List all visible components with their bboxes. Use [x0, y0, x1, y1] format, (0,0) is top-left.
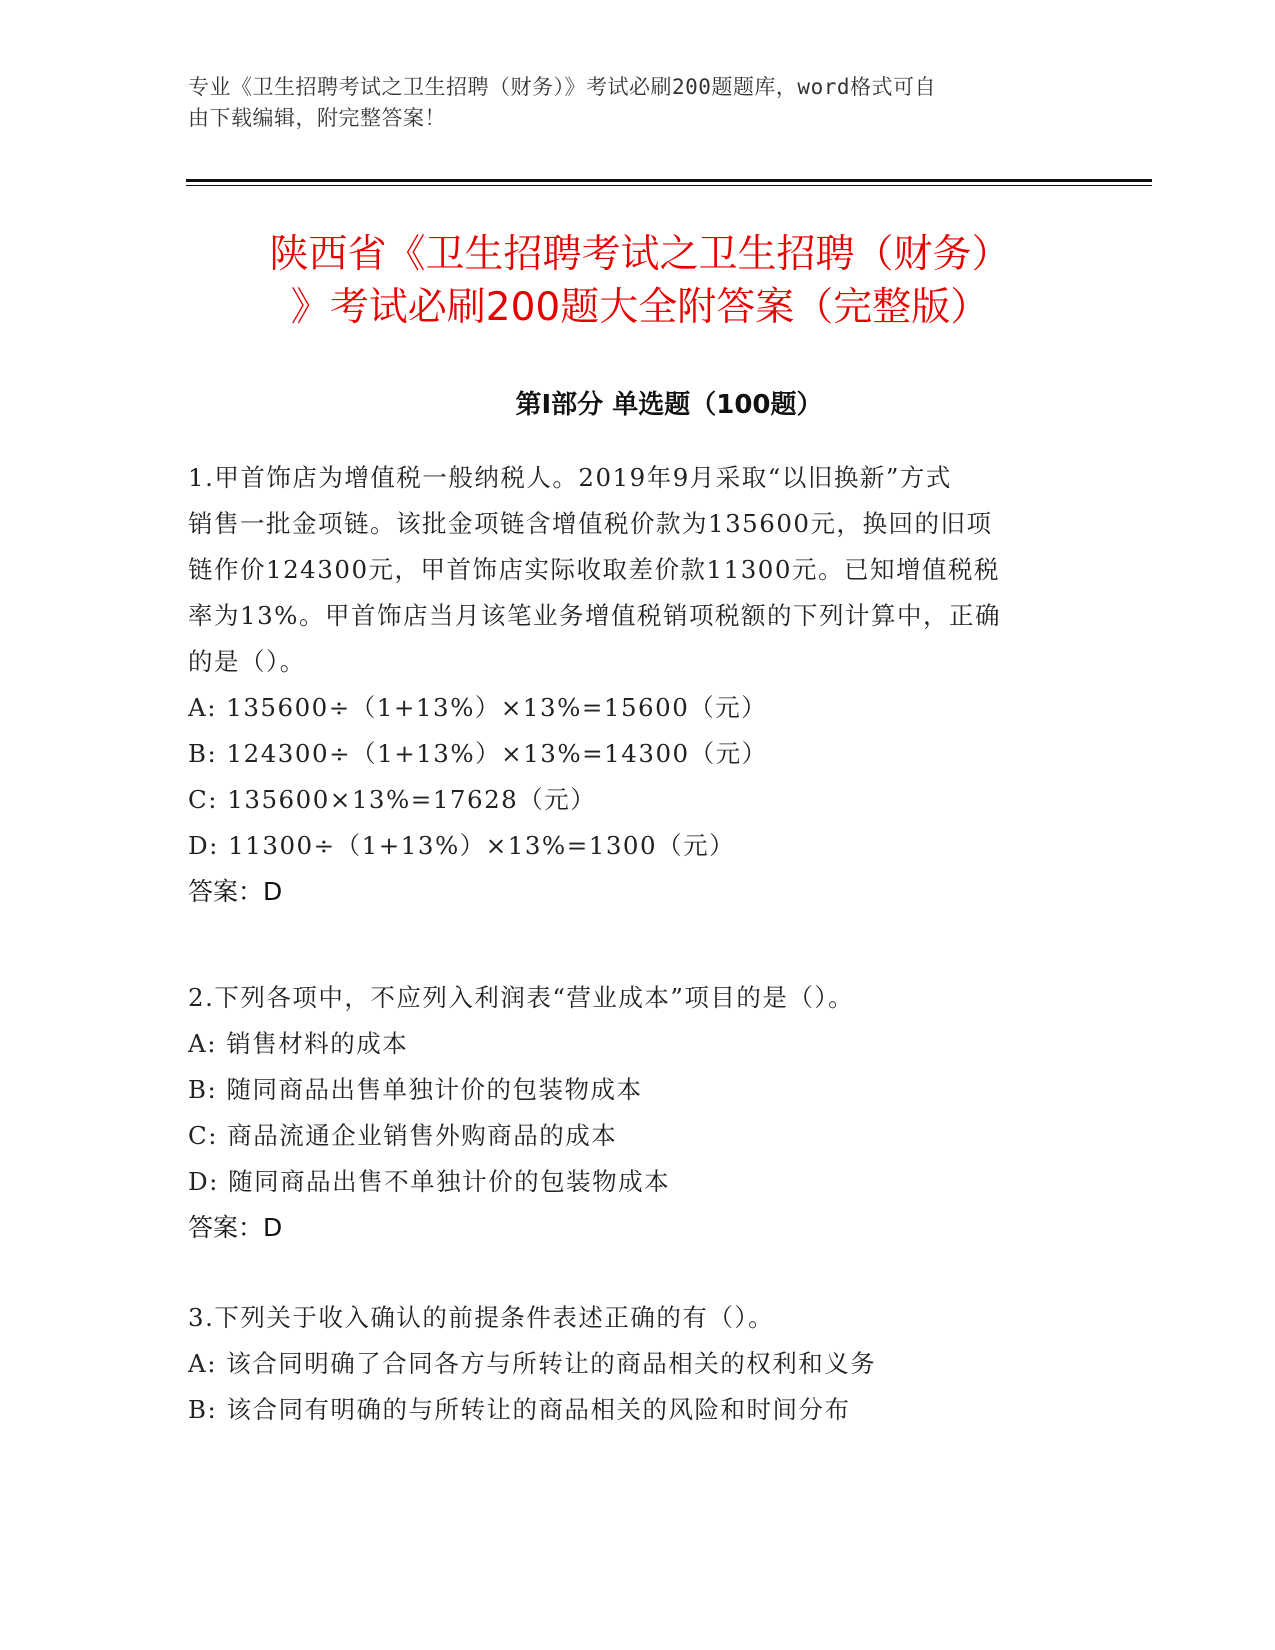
option-a: A: 销售材料的成本 [188, 1029, 409, 1058]
question-stem-line: 的是（）。 [188, 647, 306, 676]
option-c: C: 商品流通企业销售外购商品的成本 [188, 1121, 618, 1150]
header-note-line-1: 专业《卫生招聘考试之卫生招聘（财务）》考试必刷200题题库，word格式可自 [188, 75, 936, 99]
option-b: B: 该合同有明确的与所转让的商品相关的风险和时间分布 [188, 1395, 851, 1424]
question-2 [188, 975, 1098, 1251]
header-note [188, 72, 1088, 134]
question-stem-line: 2.下列各项中，不应列入利润表“营业成本”项目的是（）。 [188, 983, 855, 1012]
section-heading: 第Ⅰ部分 单选题（100题） [515, 390, 823, 420]
header-note-line-2: 由下载编辑，附完整答案！ [188, 106, 446, 130]
question-stem-line: 销售一批金项链。该批金项链含增值税价款为135600元，换回的旧项 [188, 509, 993, 538]
document-title [180, 228, 1100, 334]
document-title-line-2: 》考试必刷200题大全附答案（完整版） [290, 285, 990, 330]
header-divider-thick [186, 179, 1152, 182]
answer-label: 答案：D [188, 1213, 283, 1242]
header-divider-thin [186, 185, 1152, 186]
question-stem-line: 链作价124300元，甲首饰店实际收取差价款11300元。已知增值税税 [188, 555, 1000, 584]
option-b: B: 124300÷（1+13%）×13%=14300（元） [188, 739, 768, 768]
option-d: D: 随同商品出售不单独计价的包装物成本 [188, 1167, 671, 1196]
option-d: D: 11300÷（1+13%）×13%=1300（元） [188, 831, 736, 860]
answer-label: 答案：D [188, 877, 283, 906]
document-title-line-1: 陕西省《卫生招聘考试之卫生招聘（财务） [269, 232, 1011, 277]
option-a: A: 该合同明确了合同各方与所转让的商品相关的权利和义务 [188, 1349, 877, 1378]
question-stem-line: 率为13%。甲首饰店当月该笔业务增值税销项税额的下列计算中，正确 [188, 601, 1001, 630]
question-stem-line: 1.甲首饰店为增值税一般纳税人。2019年9月采取“以旧换新”方式 [188, 463, 952, 492]
option-b: B: 随同商品出售单独计价的包装物成本 [188, 1075, 643, 1104]
question-stem-line: 3.下列关于收入确认的前提条件表述正确的有（）。 [188, 1303, 775, 1332]
option-a: A: 135600÷（1+13%）×13%=15600（元） [188, 693, 768, 722]
option-c: C: 135600×13%=17628（元） [188, 785, 597, 814]
question-3 [188, 1295, 1098, 1433]
question-1 [188, 455, 1098, 915]
